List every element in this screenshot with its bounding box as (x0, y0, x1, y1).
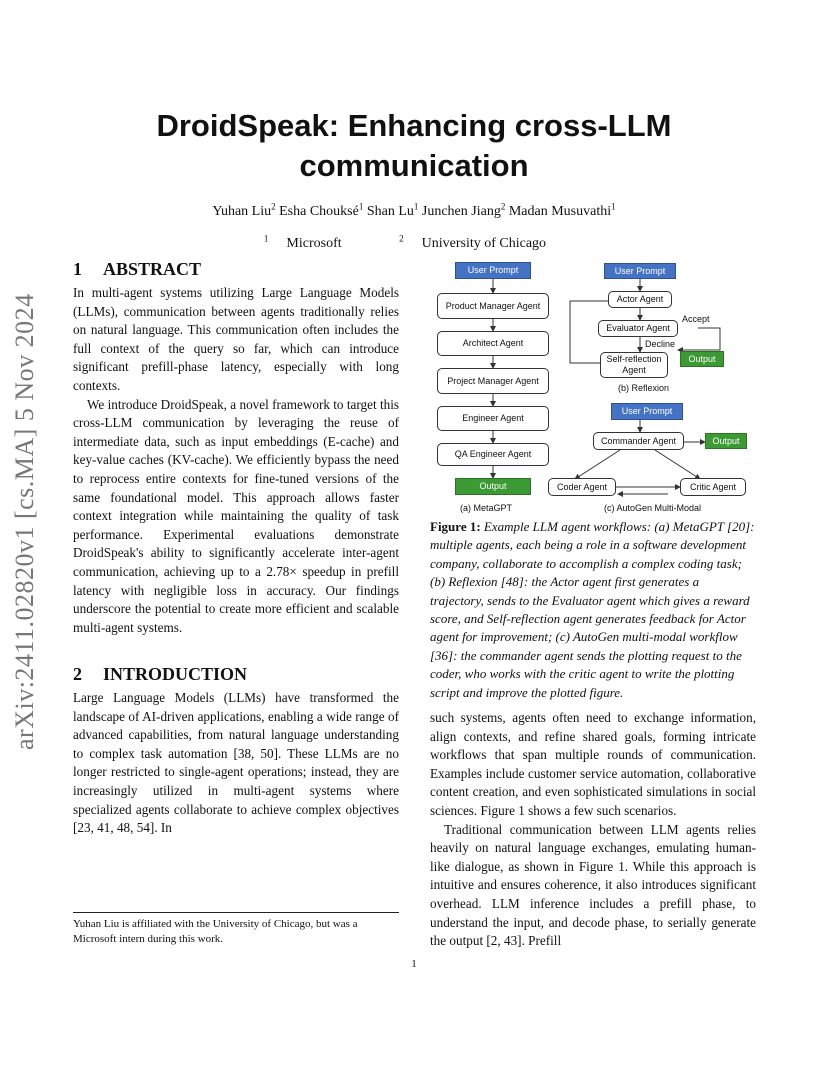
metagpt-agent-box: QA Engineer Agent (437, 443, 549, 466)
introduction-body (73, 689, 399, 838)
metagpt-agent-box: Architect Agent (437, 331, 549, 356)
reflexion-evaluator-agent: Evaluator Agent (598, 320, 678, 337)
reflexion-output: Output (680, 351, 724, 367)
metagpt-label: (a) MetaGPT (460, 503, 513, 513)
metagpt-output: Output (455, 478, 531, 495)
autogen-critic-agent: Critic Agent (680, 478, 746, 496)
reflexion-decline-label: Decline (645, 339, 676, 349)
footnote: Yuhan Liu is affiliated with the University of Chicago, but was a Microsoft intern during this work. (73, 918, 358, 945)
paragraph: Large Language Models (LLMs) have transformed the landscape of AI-driven applications, enabling a wide range of advanced capabilities, from natural language understanding to complex task automation [38, 50]. These LLMs are no longer restricted to single-agent operations; instead, they are increasingly utilized in multi-agent systems where specialized agents collaborate to achieve complex objectives [23, 41, 48, 54]. In (73, 690, 399, 836)
autogen-coder-agent: Coder Agent (548, 478, 616, 496)
reflexion-self-reflection-agent: Self-reflection Agent (600, 352, 668, 378)
reflexion-label: (b) Reflexion (618, 383, 670, 393)
footnote-rule (73, 912, 399, 913)
autogen-label: (c) AutoGen Multi-Modal (604, 503, 702, 513)
paragraph: We introduce DroidSpeak, a novel framework to target this cross-LLM communication by leveraging the reuse of intermediate data, such as input embeddings (E-cache) and key-value caches (KV-cache). We efficiently bypass the need to reprocess entire contexts for fine-tuned versions of the same foundational model. This approach allows faster context integration while maintaining the quality of task performance. Experimental evaluations demonstrate DroidSpeak's ability to significantly accelerate inter-agent communication, achieving up to a 2.78× speedup in prefill latency with negligible loss in accuracy. Our findings underscore the potential to create more efficient and scalable multi-agent systems. (73, 396, 399, 635)
section-heading-abstract: 1 ABSTRACT (73, 259, 202, 279)
paragraph: In multi-agent systems utilizing Large Language Models (LLMs), communication between agents traditionally relies on natural language. This communication often includes the full context of the query so far, which can introduce significant prefill-phase latency, especially with long contexts. (73, 285, 399, 393)
affiliations (0, 233, 828, 252)
reflexion-user-prompt: User Prompt (604, 263, 676, 279)
paragraph: Traditional communication between LLM agents relies heavily on natural language exchanges, emulating human-like dialogue, as shown in Figure 1. While this approach is intuitive and ensures coherence, it also introduces significant overhead. LLM inference includes a prefill phase, to understand the input, and decode phase, to serially generate the output [2, 43]. Prefill (430, 821, 756, 949)
caption-text: Example LLM agent workflows: (a) MetaGPT [20]: multiple agents, each being a role in a software development company, collaborate to accomplish a complex coding task; (b) Reflexion [48]: the Actor agent first generates a trajectory, sends to the Evaluator agent which gives a reward score, and Self-reflection agent generates feedback for Actor agent for improvement; (c) AutoGen multi-modal workflow [36]: the commander agent sends the plotting request to the coder, who works with the critic agent to write the plotting script and improve the plotted figure. (430, 519, 755, 700)
author-list (0, 201, 828, 220)
section-heading-introduction: 2 INTRODUCTION (73, 664, 248, 684)
autogen-output: Output (705, 433, 747, 449)
abstract-body (73, 284, 399, 637)
autogen-commander-agent: Commander Agent (593, 432, 684, 450)
page-number: 1 (411, 958, 417, 970)
author: Junchen Jiang$^2$ (421, 201, 506, 219)
title-line-1: DroidSpeak: Enhancing cross-LLM (156, 108, 672, 143)
metagpt-user-prompt: User Prompt (455, 262, 531, 279)
figure-caption (430, 518, 756, 702)
author: Madan Musuvathi$^1$ (508, 201, 616, 219)
metagpt-agent-box: Product Manager Agent (437, 293, 549, 319)
author: Shan Lu$^1$ (366, 201, 419, 219)
author: Yuhan Liu$^2$ (212, 201, 276, 219)
metagpt-agent-box: Project Manager Agent (437, 368, 549, 394)
author: Esha Chouksé$^1$ (279, 201, 364, 219)
right-column-body (430, 709, 756, 951)
caption-label: Figure 1: (430, 519, 481, 534)
paper-title (0, 106, 828, 186)
reflexion-accept-label: Accept (682, 314, 710, 324)
title-line-2: communication (299, 148, 529, 183)
figure-1 (430, 258, 760, 516)
paragraph: such systems, agents often need to exchange information, align contexts, and refine shared goals, forming intricate workflows that span multiple rounds of communication. Examples include customer service automation, collaborative content creation, and even sophisticated simulations in social sciences. Figure 1 shows a few such scenarios. (430, 710, 756, 818)
affiliation: $^1$ Microsoft (263, 233, 342, 251)
reflexion-actor-agent: Actor Agent (608, 291, 672, 308)
metagpt-agent-box: Engineer Agent (437, 406, 549, 431)
autogen-user-prompt: User Prompt (611, 403, 683, 420)
affiliation: $^2$ University of Chicago (399, 233, 547, 251)
arxiv-side-stamp: arXiv:2411.02820v1 [cs.MA] 5 Nov 2024 (10, 293, 39, 750)
